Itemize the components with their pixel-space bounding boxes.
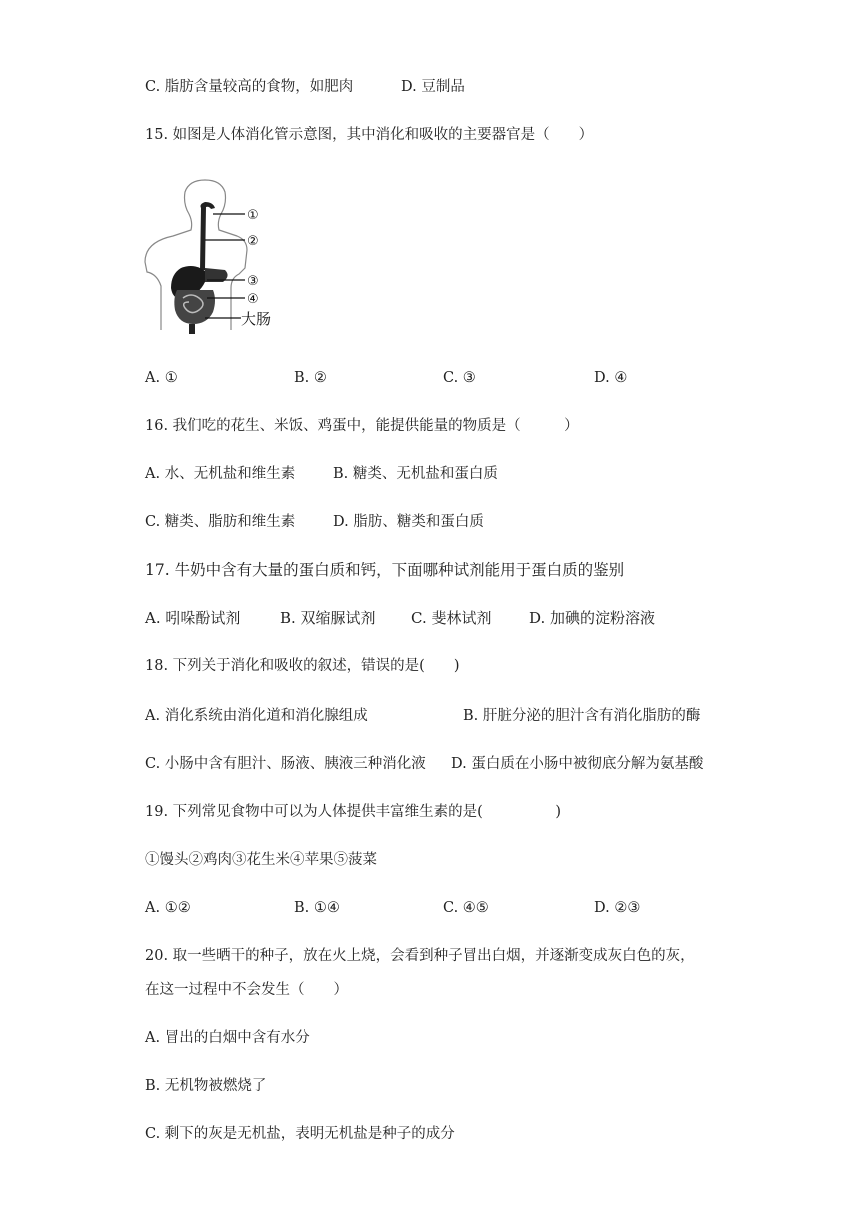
q17-option-a: A. 吲哚酚试剂 [145,609,241,627]
q18-option-c: C. 小肠中含有胆汁、肠液、胰液三种消化液 [145,756,426,772]
label-large-intestine: 大肠 [241,310,272,328]
q19-items: ①馒头②鸡肉③花生米④苹果⑤菠菜 [145,852,377,868]
esophagus [200,202,215,270]
rectum [189,324,195,334]
q15-option-c: C. ③ [443,370,476,386]
q17-option-c: C. 斐林试剂 [411,609,492,627]
q14-option-d: D. 豆制品 [401,79,465,95]
q15-option-d: D. ④ [594,370,628,386]
q19-option-b: B. ①④ [294,900,340,916]
q17-option-d: D. 加碘的淀粉溶液 [529,609,656,627]
q15-option-a: A. ① [145,370,178,386]
label-1: ① [247,208,259,223]
q19-stem: 19. 下列常见食物中可以为人体提供丰富维生素的是( ) [145,804,561,820]
q18-option-a: A. 消化系统由消化道和消化腺组成 [145,708,368,724]
digestive-tract-diagram [143,178,283,338]
q14-option-c: C. 脂肪含量较高的食物，如肥肉 [145,79,354,95]
q20-option-c: C. 剩下的灰是无机盐，表明无机盐是种子的成分 [145,1126,455,1142]
q16-option-d: D. 脂肪、糖类和蛋白质 [333,514,484,530]
q19-option-d: D. ②③ [594,900,641,916]
q19-option-a: A. ①② [145,900,191,916]
label-4: ④ [247,292,259,307]
q16-stem: 16. 我们吃的花生、米饭、鸡蛋中，能提供能量的物质是（ ） [145,418,579,434]
q20-option-a: A. 冒出的白烟中含有水分 [145,1030,310,1046]
q18-option-b: B. 肝脏分泌的胆汁含有消化脂肪的酶 [463,708,701,724]
q16-option-a: A. 水、无机盐和维生素 [145,466,296,482]
q19-option-c: C. ④⑤ [443,900,489,916]
q15-stem: 15. 如图是人体消化管示意图，其中消化和吸收的主要器官是（ ） [145,127,594,143]
label-2: ② [247,234,259,249]
q18-stem: 18. 下列关于消化和吸收的叙述，错误的是( ) [145,658,460,674]
q17-stem: 17. 牛奶中含有大量的蛋白质和钙，下面哪种试剂能用于蛋白质的鉴别 [145,561,625,579]
label-3: ③ [247,274,259,289]
q20-option-b: B. 无机物被燃烧了 [145,1078,267,1094]
q15-option-b: B. ② [294,370,327,386]
q20-stem-line1: 20. 取一些晒干的种子，放在火上烧，会看到种子冒出白烟，并逐渐变成灰白色的灰， [145,948,695,964]
q16-option-c: C. 糖类、脂肪和维生素 [145,514,296,530]
q16-option-b: B. 糖类、无机盐和蛋白质 [333,466,498,482]
q17-option-b: B. 双缩脲试剂 [280,609,376,627]
q20-stem-line2: 在这一过程中不会发生（ ） [145,982,348,998]
q18-option-d: D. 蛋白质在小肠中被彻底分解为氨基酸 [451,756,704,772]
